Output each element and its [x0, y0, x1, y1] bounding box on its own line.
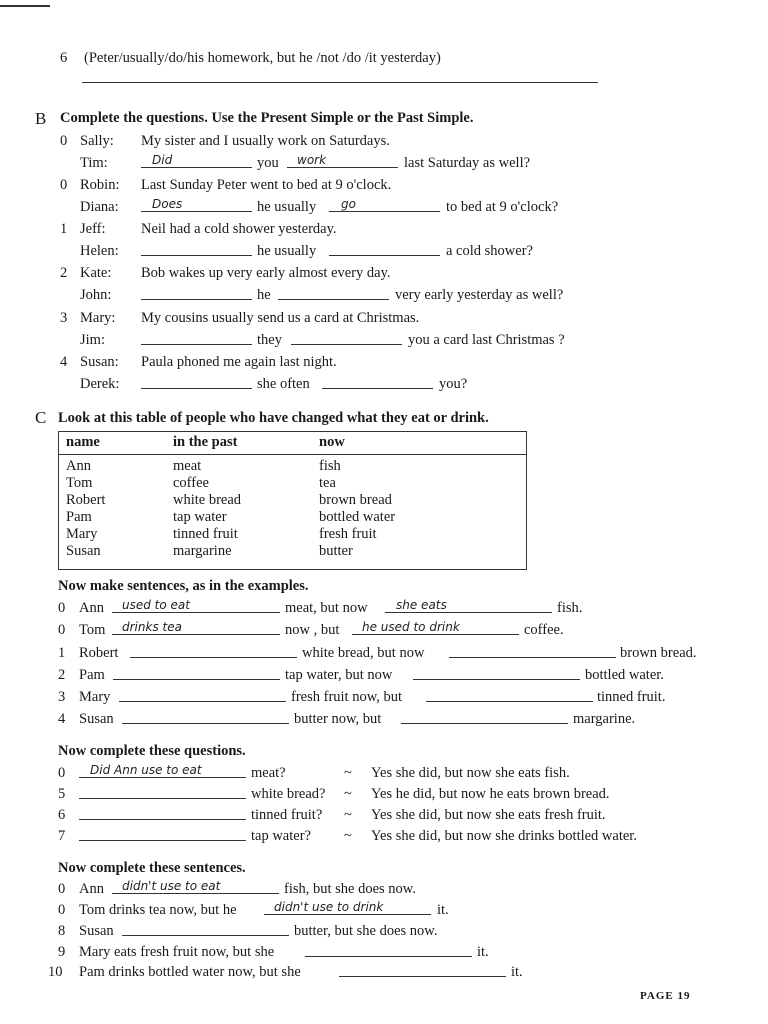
dialogue-word: she often [257, 376, 310, 392]
item-number: 0 [60, 177, 68, 193]
answer-line[interactable] [291, 344, 402, 345]
table-cell: tinned fruit [173, 526, 238, 542]
item-number: 3 [60, 310, 68, 326]
sentences-heading: Now make sentences, as in the examples. [58, 578, 309, 594]
speaker-name: Helen: [80, 243, 119, 259]
table-header-rule [59, 454, 526, 455]
sentence-fragment: fresh fruit now, but [291, 689, 403, 705]
answer-line[interactable] [112, 893, 279, 894]
tilde: ~ [344, 786, 352, 802]
answer-line[interactable] [287, 167, 398, 168]
answer-line[interactable] [329, 255, 440, 256]
dialogue-line: My cousins usually send us a card at Christmas. [141, 310, 420, 326]
table-cell: meat [173, 458, 202, 474]
tilde: ~ [344, 828, 352, 844]
answer-line[interactable] [426, 701, 593, 702]
sentence-fragment: brown bread. [620, 645, 697, 661]
dialogue-word: you a card last Christmas ? [408, 332, 565, 348]
item-number: 0 [58, 600, 66, 616]
table-header: name [66, 434, 100, 450]
handwritten-answer: Did [152, 153, 173, 167]
tilde: ~ [344, 807, 352, 823]
dialogue-word: to bed at 9 o'clock? [446, 199, 559, 215]
item-number: 8 [58, 923, 66, 939]
item-number: 1 [60, 221, 68, 237]
table-cell: butter [319, 543, 353, 559]
answer-line[interactable] [119, 701, 286, 702]
answer-line[interactable] [322, 388, 433, 389]
answer-line[interactable] [122, 723, 289, 724]
sentence-fragment: butter, but she does now. [294, 923, 438, 939]
speaker-name: John: [80, 287, 112, 303]
table-cell: bottled water [319, 509, 396, 525]
item-number: 6 [60, 50, 68, 66]
answer-text: Yes she did, but now she drinks bottled water. [371, 828, 637, 844]
table-cell: tap water [173, 509, 227, 525]
person-name: Ann [79, 600, 104, 616]
sentence-fragment: fish. [557, 600, 583, 616]
handwritten-answer: go [341, 197, 356, 211]
answer-text: Yes he did, but now he eats brown bread. [371, 786, 610, 802]
table-header: now [319, 434, 345, 450]
answer-line[interactable] [352, 634, 519, 635]
sentence-fragment: meat, but now [285, 600, 368, 616]
speaker-name: Robin: [80, 177, 120, 193]
answer-line[interactable] [82, 82, 598, 83]
speaker-name: Susan: [80, 354, 119, 370]
speaker-name: Jim: [80, 332, 105, 348]
person-name: Mary [79, 689, 111, 705]
answer-line[interactable] [141, 167, 252, 168]
answer-text: Yes she did, but now she eats fresh fruit. [371, 807, 606, 823]
handwritten-answer: Did Ann use to eat [90, 763, 202, 777]
answer-line[interactable] [79, 777, 246, 778]
speaker-name: Sally: [80, 133, 114, 149]
dialogue-line: Last Sunday Peter went to bed at 9 o'clock. [141, 177, 392, 193]
answer-line[interactable] [385, 612, 552, 613]
item-number: 4 [58, 711, 66, 727]
item-number: 10 [48, 964, 63, 980]
sentence-fragment: Mary eats fresh fruit now, but she [79, 944, 275, 960]
person-name: Tom [79, 622, 106, 638]
handwritten-answer: he used to drink [362, 620, 460, 634]
section-c-instruction: Look at this table of people who have changed what they eat or drink. [58, 410, 489, 426]
table-cell: brown bread [319, 492, 392, 508]
item-number: 2 [60, 265, 68, 281]
item-number: 4 [60, 354, 68, 370]
item-number: 0 [58, 765, 66, 781]
person-name: Robert [79, 645, 119, 661]
dialogue-word: you [257, 155, 279, 171]
speaker-name: Diana: [80, 199, 119, 215]
person-name: Susan [79, 711, 114, 727]
answer-text: Yes she did, but now she eats fish. [371, 765, 570, 781]
question-end: tinned fruit? [251, 807, 323, 823]
sentence-fragment: white bread, but now [302, 645, 425, 661]
table-cell: fish [319, 458, 341, 474]
answer-line[interactable] [141, 255, 252, 256]
answer-line[interactable] [130, 657, 297, 658]
item-number: 1 [58, 645, 66, 661]
dialogue-line: My sister and I usually work on Saturdays. [141, 133, 390, 149]
scan-mark [0, 5, 50, 7]
sentence-fragment: it. [437, 902, 449, 918]
table-cell: tea [319, 475, 336, 491]
dialogue-word: last Saturday as well? [404, 155, 531, 171]
dialogue-word: very early yesterday as well? [395, 287, 564, 303]
section-letter-b: B [35, 109, 47, 128]
handwritten-answer: Does [152, 197, 183, 211]
speaker-name: Jeff: [80, 221, 106, 237]
complete-heading: Now complete these sentences. [58, 860, 246, 876]
answer-line[interactable] [112, 634, 280, 635]
item-number: 7 [58, 828, 66, 844]
dialogue-word: they [257, 332, 282, 348]
sentence-fragment: now , but [285, 622, 340, 638]
table-header: in the past [173, 434, 238, 450]
sentence-fragment: butter now, but [294, 711, 382, 727]
speaker-name: Kate: [80, 265, 112, 281]
sentence-fragment: margarine. [573, 711, 636, 727]
sentence-fragment: it. [477, 944, 489, 960]
handwritten-answer: didn't use to drink [274, 900, 384, 914]
sentence-fragment: coffee. [524, 622, 564, 638]
handwritten-answer: work [297, 153, 327, 167]
item-number: 6 [58, 807, 66, 823]
handwritten-answer: drinks tea [122, 620, 182, 634]
answer-line[interactable] [122, 935, 289, 936]
table-cell: Pam [66, 509, 92, 525]
question-end: meat? [251, 765, 286, 781]
item-number: 0 [60, 133, 68, 149]
dialogue-word: he usually [257, 243, 317, 259]
answer-line[interactable] [141, 344, 252, 345]
item-number: 3 [58, 689, 66, 705]
sentence-fragment: it. [511, 964, 523, 980]
item-number: 9 [58, 944, 66, 960]
dialogue-line: Paula phoned me again last night. [141, 354, 337, 370]
sentence-fragment: bottled water. [585, 667, 664, 683]
handwritten-answer: used to eat [122, 598, 190, 612]
dialogue-word: a cold shower? [446, 243, 533, 259]
sentence-fragment: fish, but she does now. [284, 881, 416, 897]
answer-line[interactable] [413, 679, 580, 680]
sentence-fragment: tap water, but now [285, 667, 393, 683]
table-cell: fresh fruit [319, 526, 377, 542]
section-letter-c: C [35, 408, 47, 427]
item-number: 0 [58, 902, 66, 918]
item-number: 2 [58, 667, 66, 683]
person-name: Pam [79, 667, 105, 683]
answer-line[interactable] [141, 211, 252, 212]
table-cell: Ann [66, 458, 91, 474]
tilde: ~ [344, 765, 352, 781]
answer-line[interactable] [401, 723, 568, 724]
answer-line[interactable] [141, 299, 252, 300]
answer-line[interactable] [79, 798, 246, 799]
item-prompt: (Peter/usually/do/his homework, but he /not /do /it yesterday) [84, 50, 441, 66]
sentence-fragment: Susan [79, 923, 114, 939]
answer-line[interactable] [264, 914, 431, 915]
answer-line[interactable] [79, 819, 246, 820]
answer-line[interactable] [278, 299, 389, 300]
table-cell: coffee [173, 475, 209, 491]
speaker-name: Tim: [80, 155, 108, 171]
questions-heading: Now complete these questions. [58, 743, 246, 759]
dialogue-word: you? [439, 376, 468, 392]
table-cell: white bread [173, 492, 242, 508]
sentence-fragment: Pam drinks bottled water now, but she [79, 964, 301, 980]
answer-line[interactable] [449, 657, 616, 658]
item-number: 0 [58, 622, 66, 638]
item-number: 5 [58, 786, 66, 802]
table-cell: Mary [66, 526, 98, 542]
table-cell: margarine [173, 543, 232, 559]
dialogue-line: Bob wakes up very early almost every day. [141, 265, 391, 281]
question-end: tap water? [251, 828, 311, 844]
answer-line[interactable] [112, 612, 280, 613]
handwritten-answer: she eats [396, 598, 447, 612]
item-number: 0 [58, 881, 66, 897]
food-table [58, 431, 527, 570]
speaker-name: Derek: [80, 376, 120, 392]
speaker-name: Mary: [80, 310, 116, 326]
sentence-fragment: tinned fruit. [597, 689, 666, 705]
dialogue-word: he usually [257, 199, 317, 215]
sentence-fragment: Ann [79, 881, 104, 897]
page-number: PAGE 19 [640, 990, 691, 1002]
answer-line[interactable] [141, 388, 252, 389]
dialogue-line: Neil had a cold shower yesterday. [141, 221, 337, 237]
dialogue-word: he [257, 287, 271, 303]
answer-line[interactable] [113, 679, 280, 680]
sentence-fragment: Tom drinks tea now, but he [79, 902, 237, 918]
handwritten-answer: didn't use to eat [122, 879, 221, 893]
answer-line[interactable] [339, 976, 506, 977]
answer-line[interactable] [329, 211, 440, 212]
table-cell: Tom [66, 475, 93, 491]
table-cell: Robert [66, 492, 106, 508]
answer-line[interactable] [305, 956, 472, 957]
table-cell: Susan [66, 543, 101, 559]
question-end: white bread? [251, 786, 326, 802]
answer-line[interactable] [79, 840, 246, 841]
section-b-instruction: Complete the questions. Use the Present Simple or the Past Simple. [60, 110, 474, 126]
